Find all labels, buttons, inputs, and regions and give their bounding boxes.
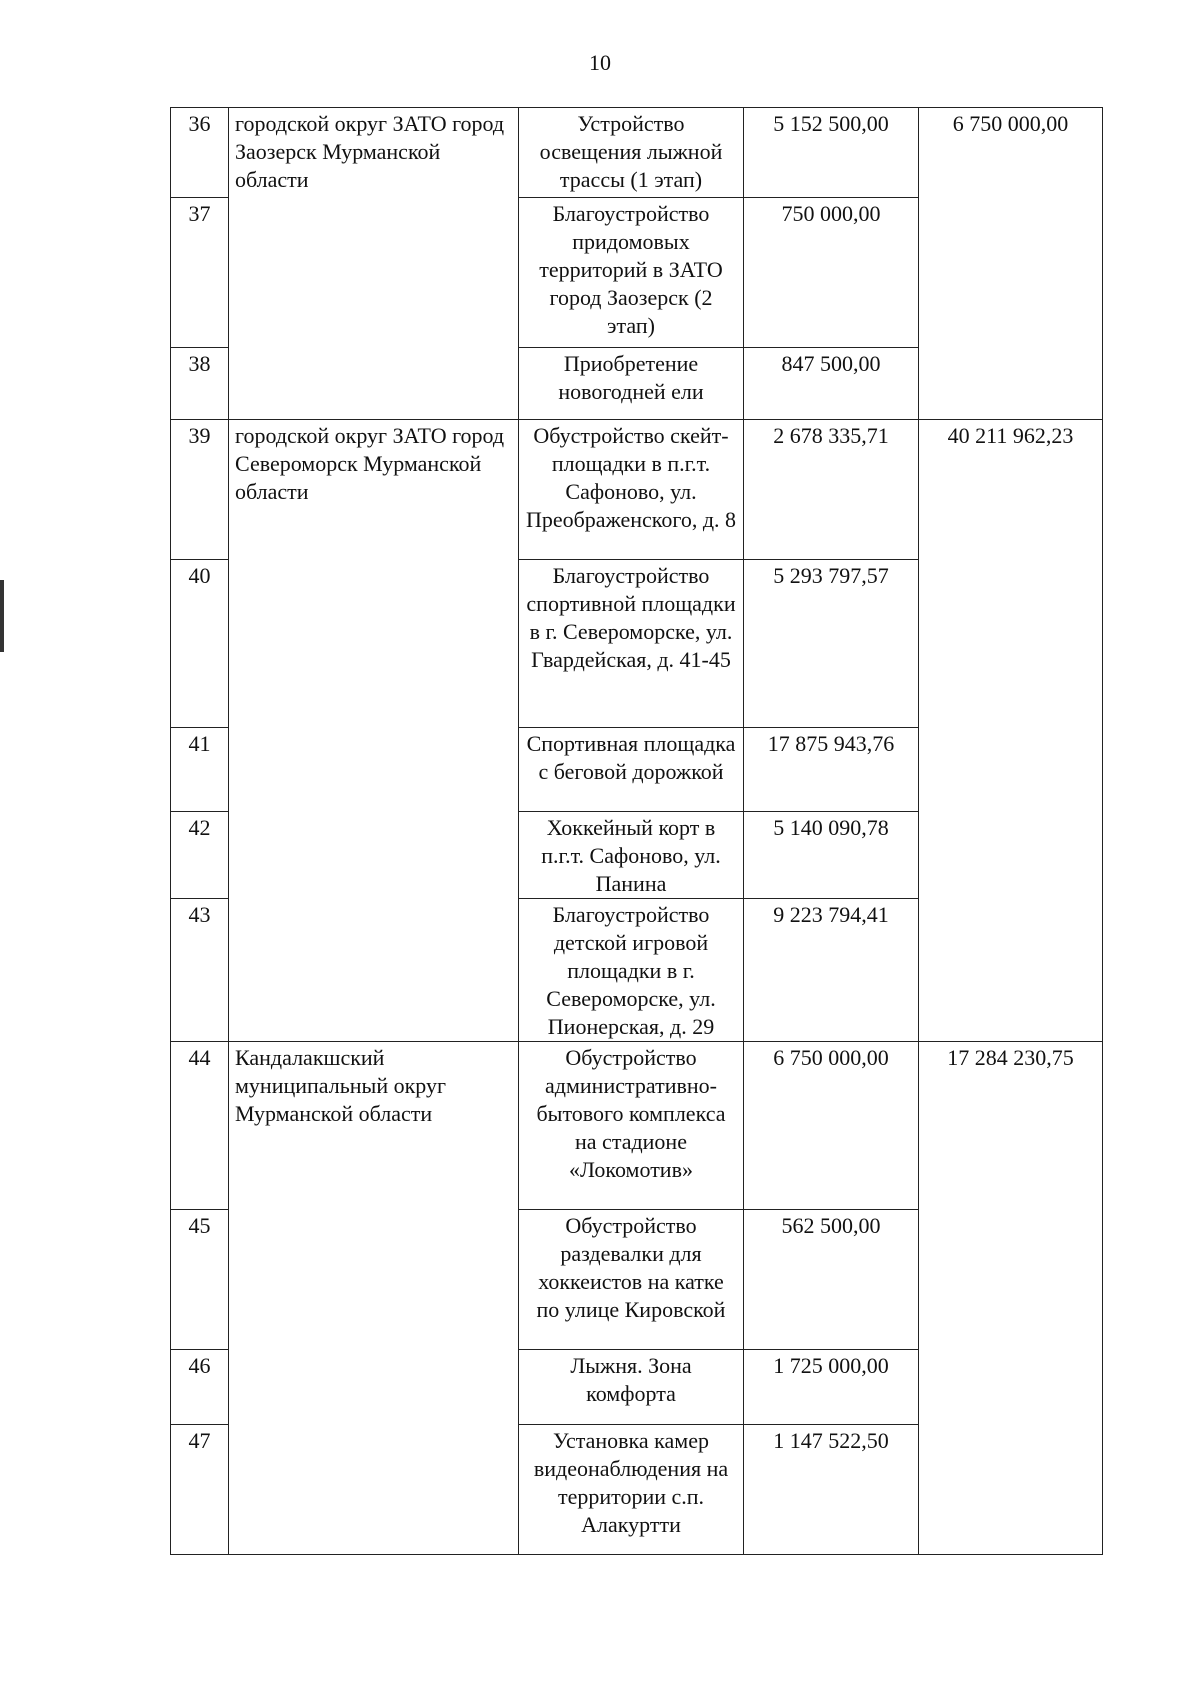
project-amount: 562 500,00 bbox=[744, 1210, 919, 1350]
project-amount: 9 223 794,41 bbox=[744, 899, 919, 1042]
municipality-name: городской округ ЗАТО город Заозерск Мурманской области bbox=[229, 108, 519, 420]
row-number: 45 bbox=[171, 1210, 229, 1350]
project-description: Обустройство раздевалки для хоккеистов на катке по улице Кировской bbox=[519, 1210, 744, 1350]
row-number: 44 bbox=[171, 1042, 229, 1210]
project-description: Благоустройство придомовых территорий в ЗАТО город Заозерск (2 этап) bbox=[519, 198, 744, 348]
project-description: Спортивная площадка с беговой дорожкой bbox=[519, 728, 744, 812]
project-description: Приобретение новогодней ели bbox=[519, 348, 744, 420]
project-description: Обустройство скейт-площадки в п.г.т. Сафоново, ул. Преображенского, д. 8 bbox=[519, 420, 744, 560]
row-number: 40 bbox=[171, 560, 229, 728]
project-amount: 5 140 090,78 bbox=[744, 812, 919, 899]
row-number: 47 bbox=[171, 1425, 229, 1555]
project-description: Устройство освещения лыжной трассы (1 этап) bbox=[519, 108, 744, 198]
municipality-total: 40 211 962,23 bbox=[919, 420, 1103, 1042]
project-description: Установка камер видеонаблюдения на территории с.п. Алакуртти bbox=[519, 1425, 744, 1555]
table-row bbox=[171, 108, 1103, 198]
project-description: Хоккейный корт в п.г.т. Сафоново, ул. Панина bbox=[519, 812, 744, 899]
row-number: 41 bbox=[171, 728, 229, 812]
row-number: 37 bbox=[171, 198, 229, 348]
funding-table bbox=[170, 107, 1103, 1555]
project-amount: 750 000,00 bbox=[744, 198, 919, 348]
project-amount: 847 500,00 bbox=[744, 348, 919, 420]
scan-edge-mark bbox=[0, 580, 4, 652]
project-amount: 6 750 000,00 bbox=[744, 1042, 919, 1210]
project-amount: 5 293 797,57 bbox=[744, 560, 919, 728]
project-description: Благоустройство детской игровой площадки в г. Североморске, ул. Пионерская, д. 29 bbox=[519, 899, 744, 1042]
project-amount: 17 875 943,76 bbox=[744, 728, 919, 812]
project-amount: 1 147 522,50 bbox=[744, 1425, 919, 1555]
project-amount: 5 152 500,00 bbox=[744, 108, 919, 198]
table-row bbox=[171, 1042, 1103, 1210]
row-number: 36 bbox=[171, 108, 229, 198]
municipality-name: Кандалакшский муниципальный округ Мурманской области bbox=[229, 1042, 519, 1555]
project-description: Благоустройство спортивной площадки в г. Североморске, ул. Гвардейская, д. 41-45 bbox=[519, 560, 744, 728]
project-description: Лыжня. Зона комфорта bbox=[519, 1350, 744, 1425]
page-number: 10 bbox=[589, 50, 611, 75]
municipality-name: городской округ ЗАТО город Североморск Мурманской области bbox=[229, 420, 519, 1042]
row-number: 39 bbox=[171, 420, 229, 560]
project-amount: 1 725 000,00 bbox=[744, 1350, 919, 1425]
project-amount: 2 678 335,71 bbox=[744, 420, 919, 560]
municipality-total: 6 750 000,00 bbox=[919, 108, 1103, 420]
project-description: Обустройство административно-бытового комплекса на стадионе «Локомотив» bbox=[519, 1042, 744, 1210]
row-number: 42 bbox=[171, 812, 229, 899]
municipality-total: 17 284 230,75 bbox=[919, 1042, 1103, 1555]
table-row bbox=[171, 420, 1103, 560]
row-number: 46 bbox=[171, 1350, 229, 1425]
row-number: 38 bbox=[171, 348, 229, 420]
row-number: 43 bbox=[171, 899, 229, 1042]
